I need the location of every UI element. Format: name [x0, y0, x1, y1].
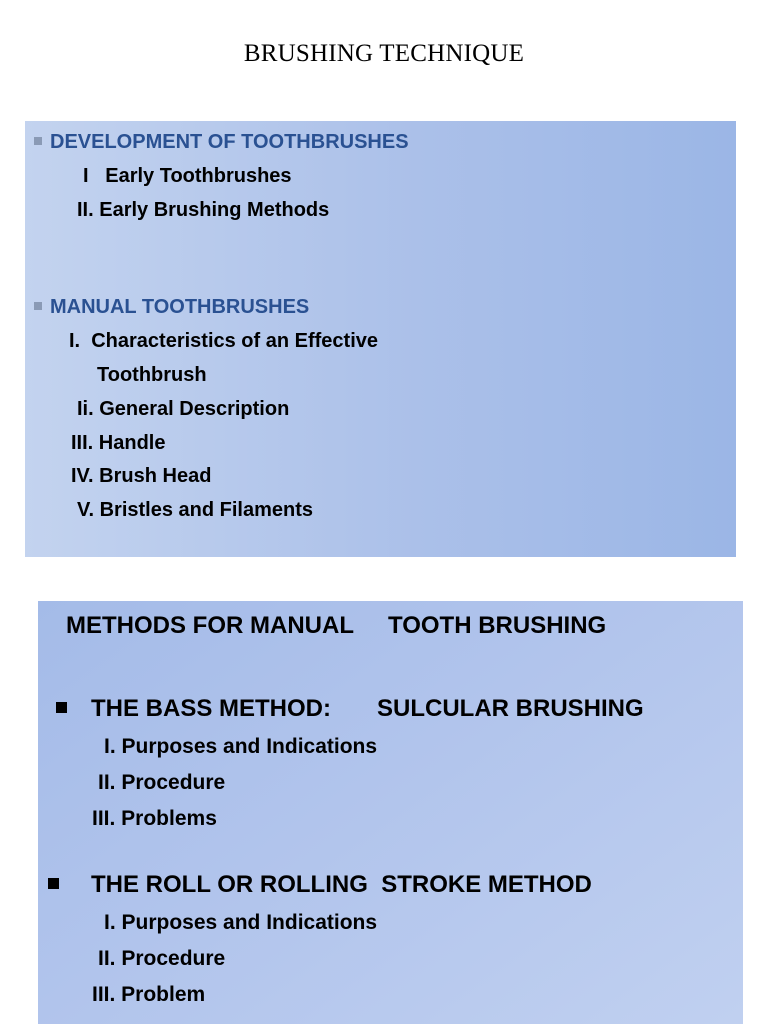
list-item-early-brushing-methods: II. Early Brushing Methods: [77, 199, 330, 221]
list-item-bristles-filaments: V. Bristles and Filaments: [77, 499, 314, 521]
section-heading-development: DEVELOPMENT OF TOOTHBRUSHES: [34, 130, 409, 154]
list-item-early-toothbrushes: I Early Toothbrushes: [83, 165, 292, 187]
square-bullet-icon: [48, 878, 59, 889]
list-item-purposes-indications: I. Purposes and Indications: [104, 911, 378, 934]
page-title: BRUSHING TECHNIQUE: [243, 40, 525, 67]
list-item-characteristics: I. Characteristics of an Effective: [69, 330, 379, 352]
slide-title: METHODS FOR MANUAL TOOTH BRUSHING: [66, 612, 607, 639]
section-heading-manual-toothbrushes: MANUAL TOOTHBRUSHES: [34, 295, 309, 319]
square-bullet-icon: [56, 702, 67, 713]
list-item-characteristics-cont: Toothbrush: [97, 364, 207, 386]
list-item-brush-head: IV. Brush Head: [71, 465, 212, 487]
list-item-handle: III. Handle: [71, 432, 166, 454]
list-item-procedure: II. Procedure: [98, 771, 226, 794]
section-heading-bass-method: THE BASS METHOD: SULCULAR BRUSHING: [56, 694, 644, 724]
list-item-procedure: II. Procedure: [98, 947, 226, 970]
slide-development-manual-toothbrushes: [25, 121, 736, 557]
list-item-purposes-indications: I. Purposes and Indications: [104, 735, 378, 758]
slide-methods-manual-brushing: [38, 601, 743, 1024]
square-bullet-icon: [34, 137, 42, 145]
section-heading-roll-method: THE ROLL OR ROLLING STROKE METHOD: [48, 870, 592, 900]
list-item-problems: III. Problems: [92, 807, 217, 830]
list-item-general-description: Ii. General Description: [77, 398, 290, 420]
square-bullet-icon: [34, 302, 42, 310]
list-item-problem: III. Problem: [92, 983, 206, 1006]
